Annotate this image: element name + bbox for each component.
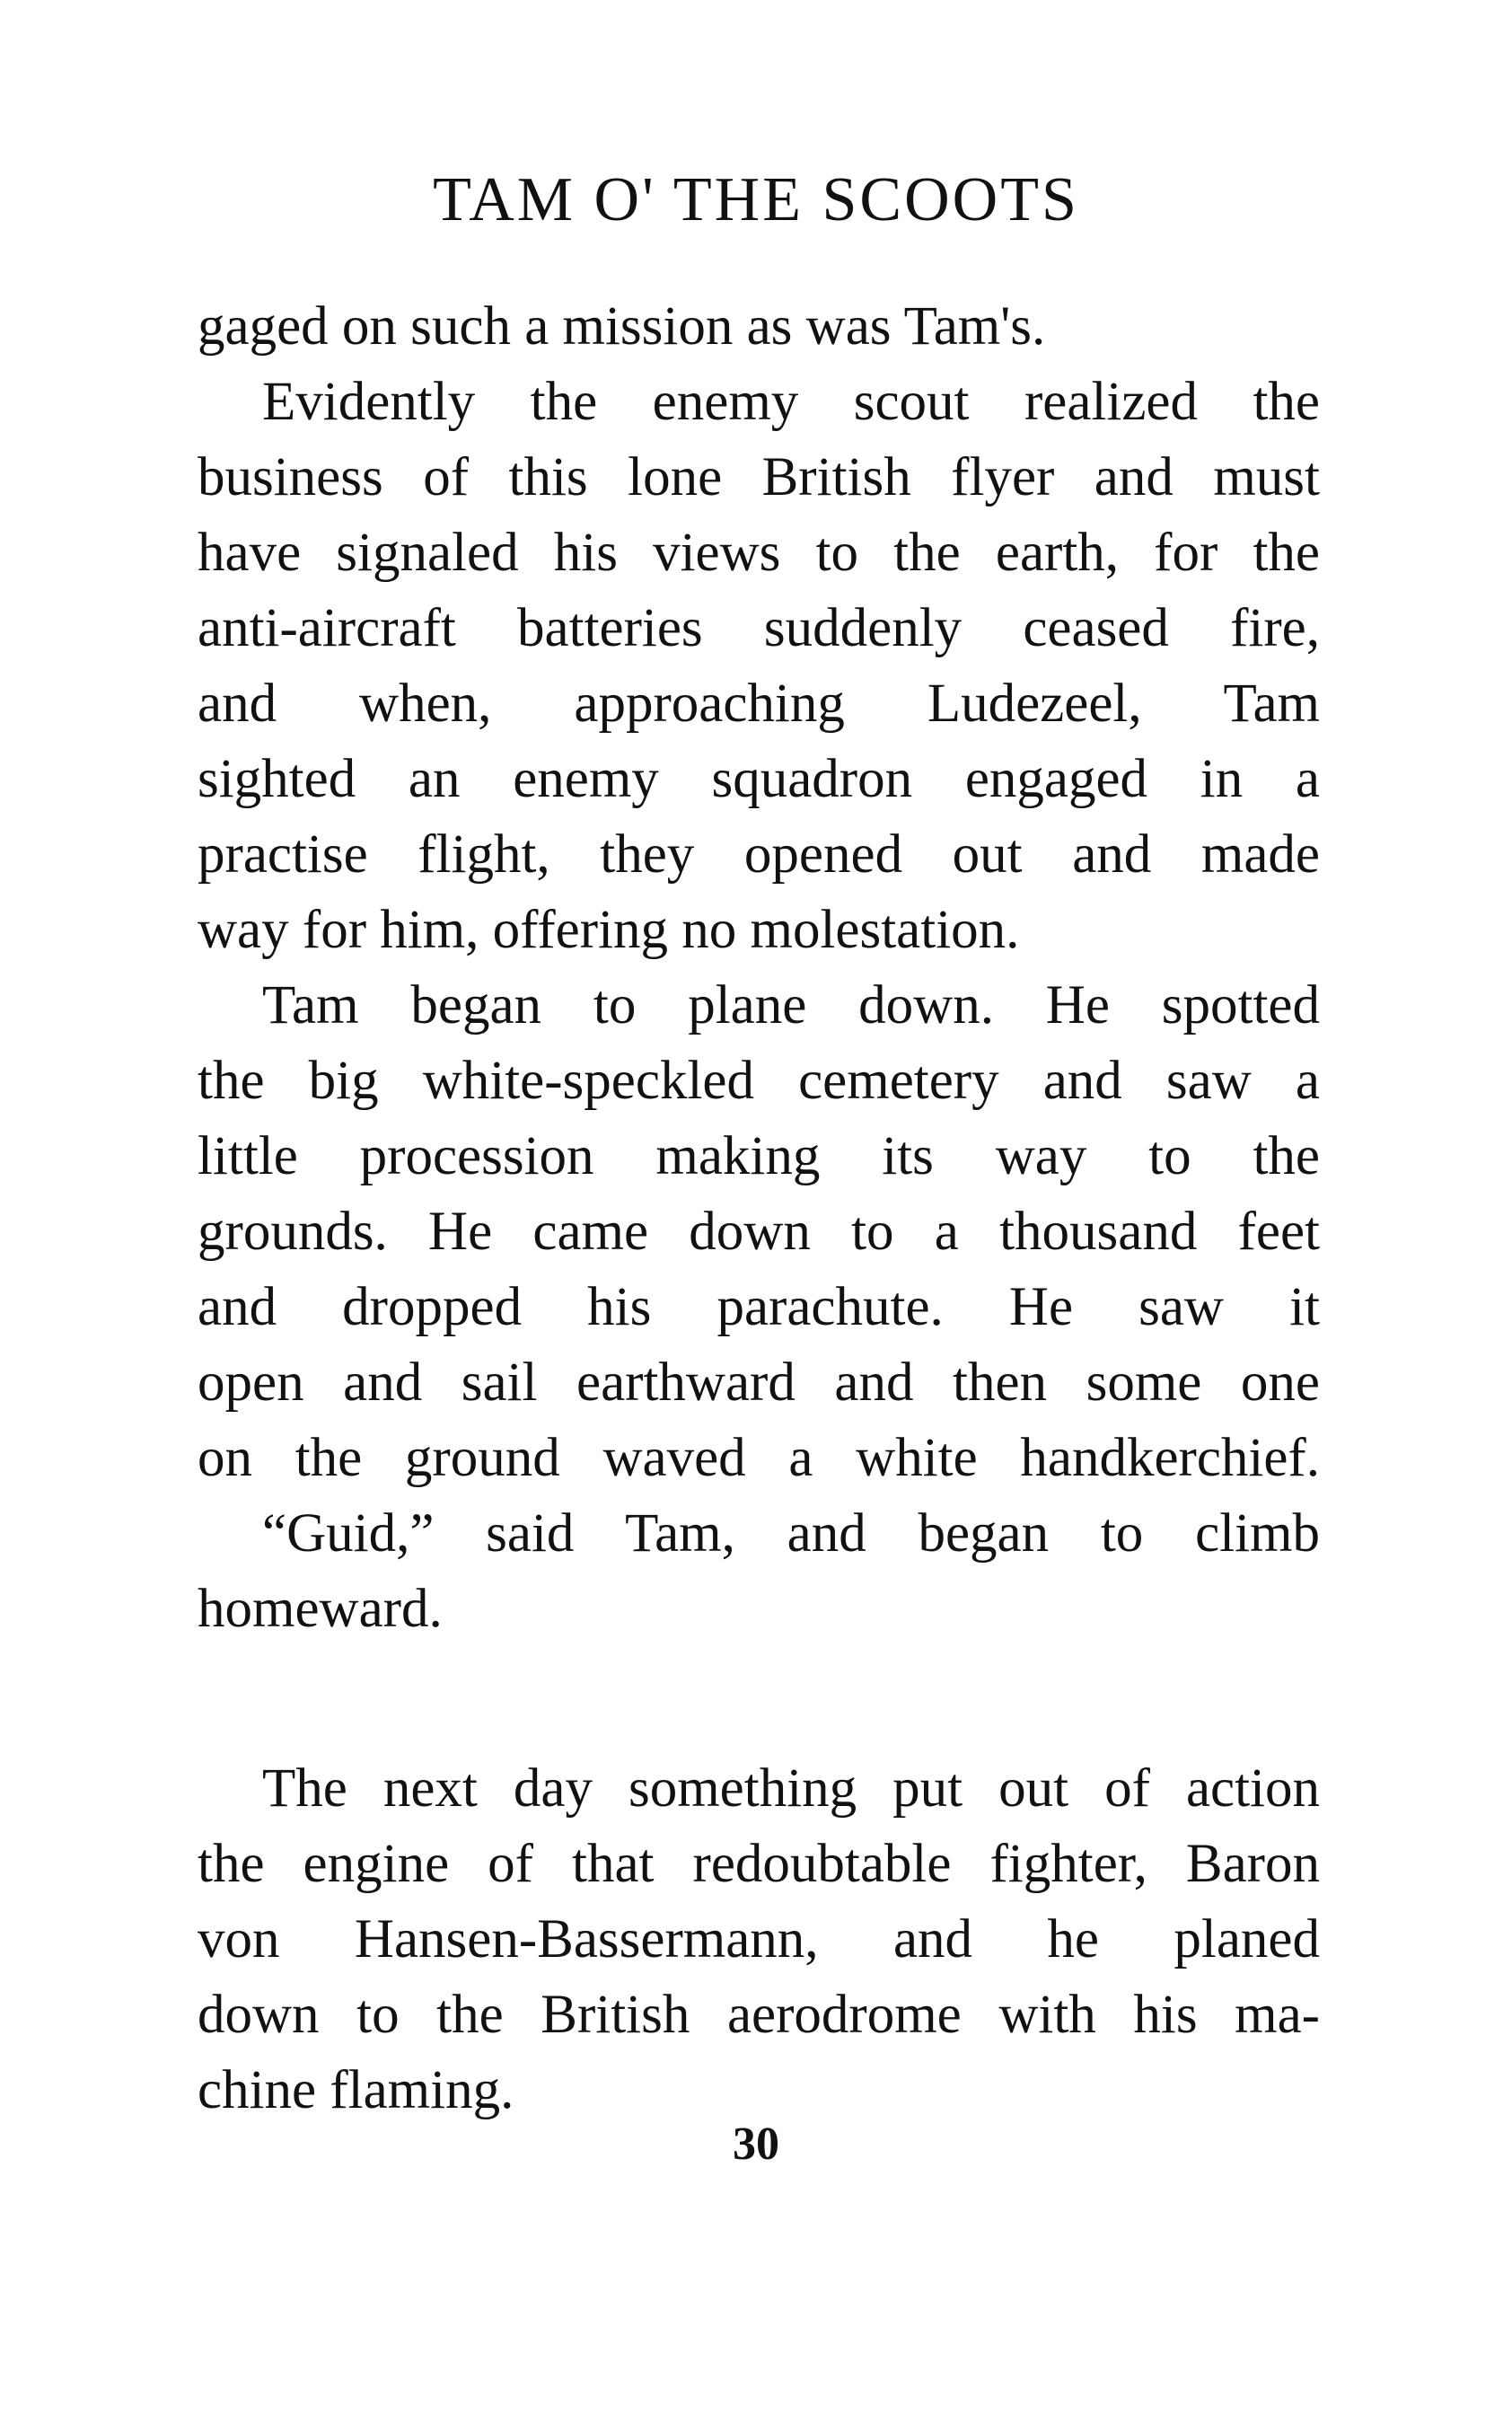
text-line: “Guid,” said Tam, and began to climb: [262, 1503, 1320, 1564]
text-line: little procession making its way to the: [198, 1126, 1320, 1186]
paragraph: [198, 1496, 1320, 1647]
text-line: business of this lone British flyer and must: [198, 447, 1320, 507]
running-head: TAM O' THE SCOOTS: [433, 165, 1079, 234]
page-number: 30: [733, 2119, 779, 2170]
text-line: Tam began to plane down. He spotted: [262, 975, 1320, 1035]
text-line: open and sail earthward and then some one: [198, 1352, 1320, 1413]
body-text: [198, 289, 1320, 2128]
text-line: have signaled his views to the earth, for the: [198, 523, 1320, 583]
paragraph: [198, 365, 1320, 968]
text-line: Evidently the enemy scout realized the: [262, 372, 1320, 432]
text-line: homeward.: [198, 1579, 443, 1639]
text-line: way for him, offering no molestation.: [198, 900, 1020, 960]
text-line: the engine of that redoubtable fighter, Baron: [198, 1834, 1320, 1894]
text-line: down to the British aerodrome with his ma-: [198, 1985, 1320, 2045]
text-line: chine flaming.: [198, 2060, 514, 2120]
text-line: practise flight, they opened out and made: [198, 824, 1320, 885]
text-line: and dropped his parachute. He saw it: [198, 1277, 1320, 1337]
text-line: The next day something put out of action: [262, 1758, 1320, 1819]
paragraph: [198, 968, 1320, 1496]
section-break: [198, 1647, 1320, 1751]
text-line: gaged on such a mission as was Tam's.: [198, 296, 1046, 357]
text-line: von Hansen-Bassermann, and he planed: [198, 1909, 1320, 1969]
text-line: grounds. He came down to a thousand feet: [198, 1202, 1320, 1262]
paragraph: [198, 1751, 1320, 2128]
text-line: on the ground waved a white handkerchief.: [198, 1428, 1320, 1488]
text-line: and when, approaching Ludezeel, Tam: [198, 674, 1320, 734]
text-line: the big white-speckled cemetery and saw a: [198, 1051, 1320, 1111]
text-line: sighted an enemy squadron engaged in a: [198, 749, 1320, 809]
paragraph: [198, 289, 1320, 365]
text-line: anti-aircraft batteries suddenly ceased fire,: [198, 598, 1320, 658]
